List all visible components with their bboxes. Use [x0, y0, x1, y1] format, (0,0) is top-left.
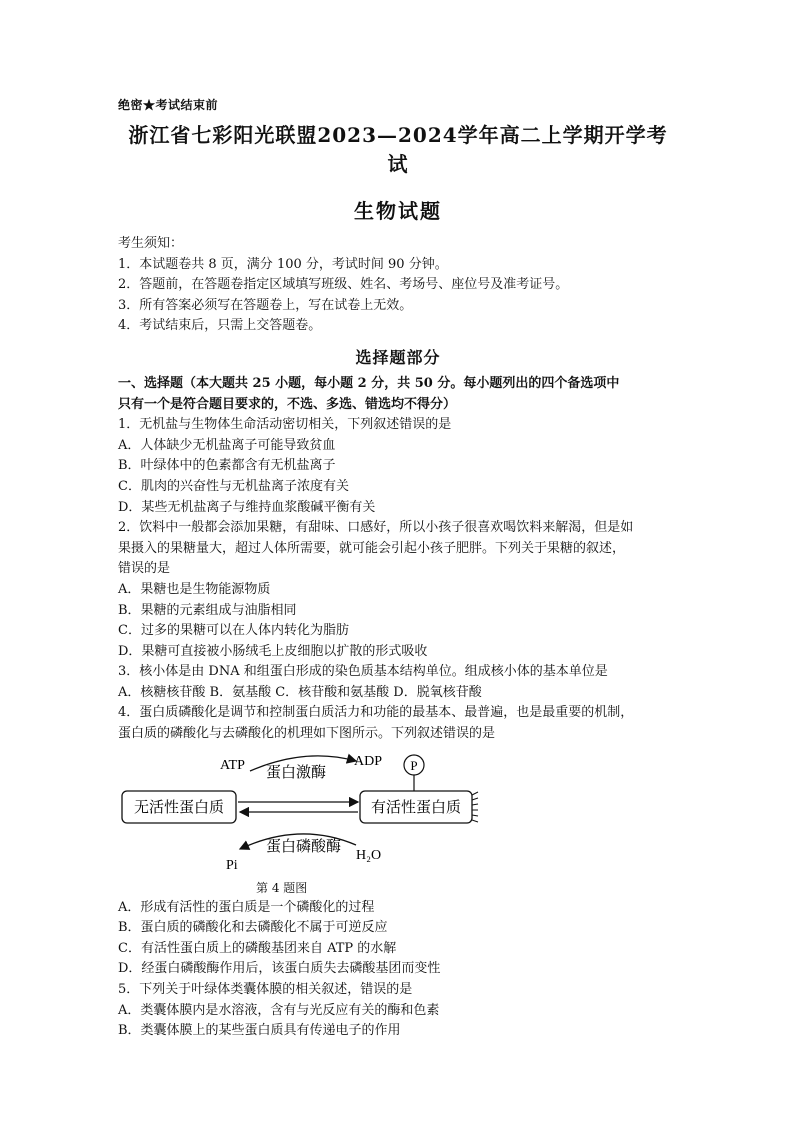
notice-item: 4．考试结束后，只需上交答题卷。: [118, 318, 322, 334]
question-stem: 3．核小体是由 DNA 和组蛋白形成的染色质基本结构单位。组成核小体的基本单位是: [118, 664, 608, 680]
inactive-protein-label: 无活性蛋白质: [133, 797, 225, 816]
section-instruction: 一、选择题（本大题共 25 小题，每小题 2 分，共 50 分。每小题列出的四个备选项中: [118, 375, 620, 391]
phosphorylation-diagram: [120, 749, 480, 879]
notice-heading: 考生须知：: [118, 236, 184, 251]
phosphate-label: P: [410, 757, 418, 773]
question-2: [118, 518, 678, 662]
notice-item: 2．答题前，在答题卷指定区域填写班级、姓名、考场号、座位号及准考证号。: [118, 277, 569, 293]
option-a: A．人体缺少无机盐离子可能导致贫血: [118, 437, 336, 453]
option-c: C．过多的果糖可以在人体内转化为脂肪: [118, 623, 349, 639]
section-instruction: 只有一个是符合题目要求的，不选、多选、错选均不得分）: [118, 396, 457, 412]
exam-subtitle: 生物试题: [354, 199, 442, 223]
question-stem: 2．饮料中一般都会添加果糖，有甜味、口感好，所以小孩子很喜欢喝饮料来解渴，但是如: [118, 520, 634, 536]
notice-item: 1．本试题卷共 8 页，满分 100 分，考试时间 90 分钟。: [118, 256, 448, 272]
question-4: [118, 703, 678, 980]
option-b: B．蛋白质的磷酸化和去磷酸化不属于可逆反应: [118, 920, 388, 936]
option-b: B．果糖的元素组成与油脂相同: [118, 602, 297, 618]
option-d: D．经蛋白磷酸酶作用后，该蛋白质失去磷酸基团而变性: [118, 961, 441, 977]
option-b: B．叶绿体中的色素都含有无机盐离子: [118, 458, 336, 474]
option-c: C．有活性蛋白质上的磷酸基团来自 ATP 的水解: [118, 940, 397, 956]
question-stem: 果摄入的果糖量大，超过人体所需要，就可能会引起小孩子肥胖。下列关于果糖的叙述，: [118, 540, 626, 556]
option-d: D．某些无机盐离子与维持血浆酸碱平衡有关: [118, 499, 376, 515]
phosphatase-label: 蛋白磷酸酶: [266, 836, 342, 855]
options-line: A．核糖核苷酸 B．氨基酸 C．核苷酸和氨基酸 D．脱氧核苷酸: [118, 684, 482, 700]
figure-caption: 第 4 题图: [256, 880, 308, 895]
question-1: [118, 415, 678, 518]
question-stem: 错误的是: [118, 561, 171, 577]
confidential-label: 绝密★考试结束前: [118, 98, 219, 112]
option-a: A．形成有活性的蛋白质是一个磷酸化的过程: [118, 899, 375, 915]
section-title: 选择题部分: [355, 347, 441, 367]
question-stem: 4．蛋白质磷酸化是调节和控制蛋白质活力和功能的最基本、最普遍，也是最重要的机制，: [118, 705, 634, 721]
notice-item: 3．所有答案必须写在答题卷上，写在试卷上无效。: [118, 297, 413, 313]
option-a: A．类囊体膜内是水溶液，含有与光反应有关的酶和色素: [118, 1002, 440, 1018]
option-d: D．果糖可直接被小肠绒毛上皮细胞以扩散的形式吸收: [118, 643, 428, 659]
exam-page: [118, 96, 678, 1042]
pi-label: Pi: [226, 857, 238, 873]
atp-label: ATP: [220, 757, 245, 773]
diagram-svg: [120, 749, 480, 879]
option-a: A．果糖也是生物能源物质: [118, 581, 271, 597]
notice-block: [118, 234, 678, 337]
question-5: [118, 980, 678, 1042]
option-c: C．肌肉的兴奋性与无机盐离子浓度有关: [118, 478, 349, 494]
option-b: B．类囊体膜上的某些蛋白质具有传递电子的作用: [118, 1023, 401, 1039]
question-stem: 5．下列关于叶绿体类囊体膜的相关叙述，错误的是: [118, 982, 413, 998]
hatch-marks: [472, 792, 478, 822]
kinase-label: 蛋白激酶: [266, 762, 327, 781]
question-stem: 1．无机盐与生物体生命活动密切相关，下列叙述错误的是: [118, 417, 452, 433]
exam-title: 浙江省七彩阳光联盟2023—2024学年高二上学期开学考试: [128, 123, 668, 176]
question-stem: 蛋白质的磷酸化与去磷酸化的机理如下图所示。下列叙述错误的是: [118, 726, 496, 742]
active-protein-label: 有活性蛋白质: [370, 797, 462, 816]
h2o-label: H₂O: [356, 847, 382, 863]
adp-label: ADP: [354, 753, 383, 769]
question-3: [118, 662, 678, 703]
